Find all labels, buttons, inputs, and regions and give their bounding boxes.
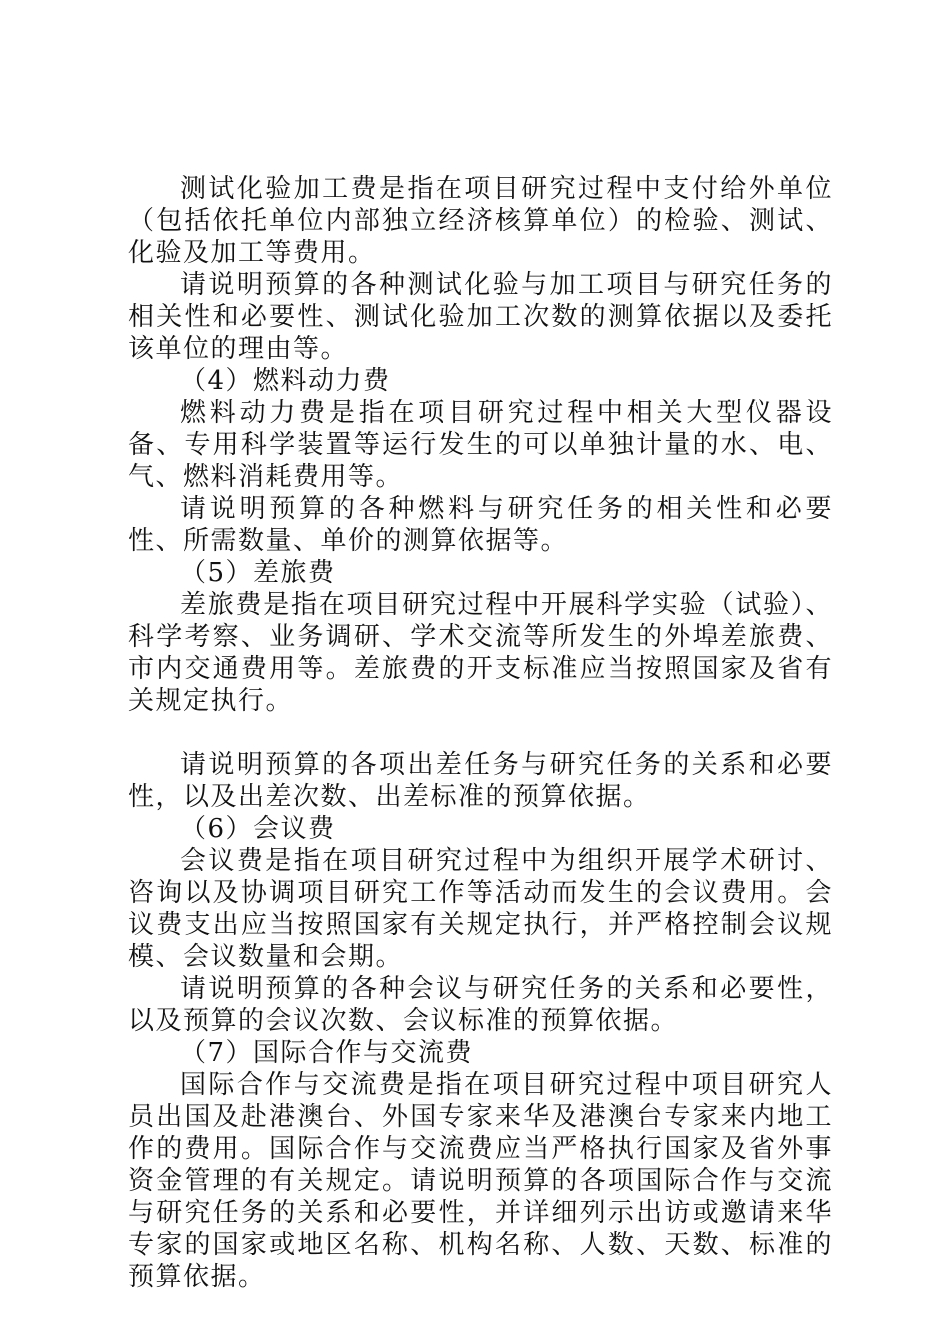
paragraph-meeting-fee-instructions: 请说明预算的各种会议与研究任务的关系和必要性，以及预算的会议次数、会议标准的预算依据。 (128, 974, 833, 1036)
section-heading-travel-fee: （5）差旅费 (180, 558, 336, 588)
section-heading-fuel-power-fee: （4）燃料动力费 (180, 366, 391, 396)
paragraph-travel-fee-instructions: 请说明预算的各项出差任务与研究任务的关系和必要性，以及出差次数、出差标准的预算依据。 (128, 750, 833, 812)
section-heading-meeting-fee: （6）会议费 (180, 814, 336, 844)
blank-line (128, 717, 833, 749)
paragraph-meeting-fee-definition: 会议费是指在项目研究过程中为组织开展学术研讨、咨询以及协调项目研究工作等活动而发生的会议费用。会议费支出应当按照国家有关规定执行，并严格控制会议规模、会议数量和会期。 (128, 846, 833, 972)
paragraph-testing-fee-definition: 测试化验加工费是指在项目研究过程中支付给外单位（包括依托单位内部独立经济核算单位）的检验、测试、化验及加工等费用。 (128, 174, 833, 268)
section-heading-international-fee: （7）国际合作与交流费 (180, 1038, 474, 1068)
paragraph-fuel-power-fee-definition: 燃料动力费是指在项目研究过程中相关大型仪器设备、专用科学装置等运行发生的可以单独计量的水、电、气、燃料消耗费用等。 (128, 398, 833, 492)
paragraph-fuel-power-fee-instructions: 请说明预算的各种燃料与研究任务的相关性和必要性、所需数量、单价的测算依据等。 (128, 494, 833, 556)
document-body (128, 173, 833, 1293)
paragraph-testing-fee-instructions: 请说明预算的各种测试化验与加工项目与研究任务的相关性和必要性、测试化验加工次数的测算依据以及委托该单位的理由等。 (128, 270, 833, 364)
paragraph-international-fee-definition: 国际合作与交流费是指在项目研究过程中项目研究人员出国及赴港澳台、外国专家来华及港澳台专家来内地工作的费用。国际合作与交流费应当严格执行国家及省外事资金管理的有关规定。请说明预算的各项国际合作与交流与研究任务的关系和必要性，并详细列示出访或邀请来华专家的国家或地区名称、机构名称、人数、天数、标准的预算依据。 (128, 1070, 833, 1292)
paragraph-travel-fee-definition: 差旅费是指在项目研究过程中开展科学实验（试验）、科学考察、业务调研、学术交流等所发生的外埠差旅费、市内交通费用等。差旅费的开支标准应当按照国家及省有关规定执行。 (128, 590, 833, 716)
